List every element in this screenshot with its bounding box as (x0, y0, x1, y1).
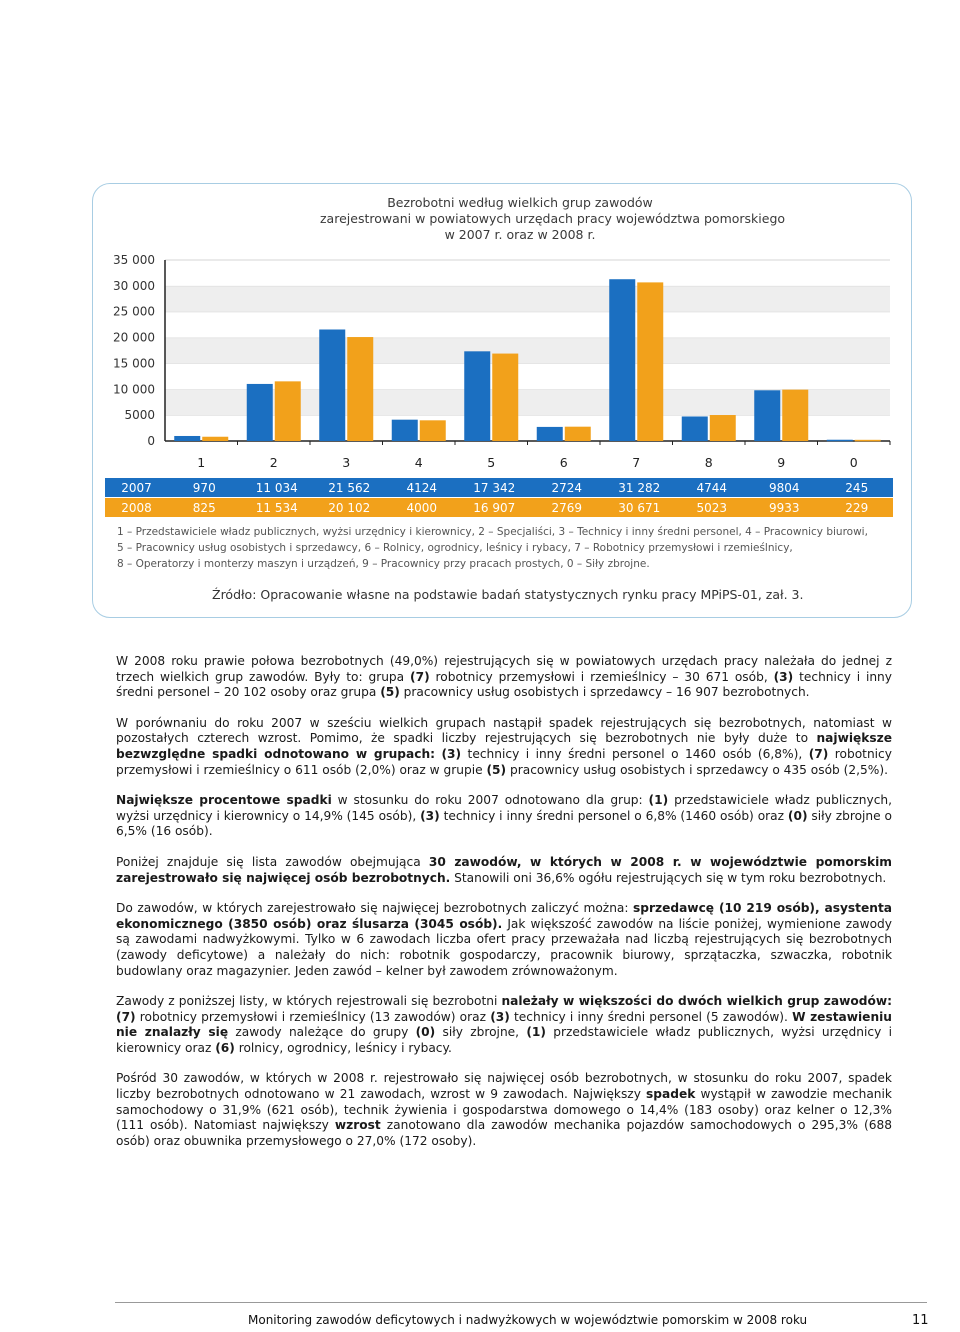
text-run: siły zbrojne o 6,5% (16 osób). (116, 808, 892, 839)
emphasis-text: (3) (773, 669, 794, 684)
grid-band (165, 389, 890, 415)
x-tick-label: 7 (632, 455, 641, 470)
x-tick-label: 5 (487, 455, 496, 470)
bar-2008-cat-8 (710, 415, 736, 441)
text-run: pracownicy usług osobistych i sprzedawcy – 16 907 bezrobotnych. (399, 685, 810, 700)
table-cell: 970 (192, 480, 216, 495)
table-cell: 4000 (386, 498, 459, 518)
text-run: robotnicy przemysłowi i rzemieślnicy o 611 osób (2,0%) oraz w grupie (116, 746, 892, 777)
text-run: W 2008 roku prawie połowa bezrobotnych (49,0%) rejestrujących się w powiatowych urzędach pracy należała do jednej z trzech wielkich grup zawodów. Były to: grupa (116, 654, 892, 684)
table-cell: 30 671 (603, 498, 676, 518)
bar-2007-cat-8 (682, 416, 708, 441)
bar-2008-cat-9 (782, 390, 808, 441)
text-run: zanotowano dla zawodów mechanika pojazdów samochodowych o 295,3% (688 osób) oraz obuwnika przemysłowego o 27,0% (172 osoby). (116, 1118, 892, 1148)
table-cell: 21 562 (328, 480, 371, 495)
text-run: w stosunku do roku 2007 odnotowano dla grup: (331, 793, 649, 808)
bar-2007-cat-6 (537, 427, 563, 441)
x-tick-label: 0 (849, 455, 858, 470)
x-tick-label: 2 (269, 455, 278, 470)
text-run: Poniżej znajduje się lista zawodów obejmująca (116, 854, 429, 869)
footer-title: Monitoring zawodów deficytowych i nadwyżkowych w województwie pomorskim w 2008 roku (248, 1313, 808, 1327)
x-tick-label: 1 (197, 455, 206, 470)
bar-2007-cat-2 (247, 384, 273, 441)
paragraph (116, 654, 892, 701)
bar-2007-cat-3 (319, 329, 345, 441)
grid-band (165, 363, 890, 389)
y-tick-label: 35 000 (113, 253, 155, 267)
text-run: Zawody z poniższej listy, w których rejestrowali się bezrobotni (116, 994, 502, 1009)
text-run: technicy i inny średni personel – 20 102 osoby oraz grupa (116, 669, 892, 700)
text-run: pracownicy usług osobistych i sprzedawcy o 435 osób (2,5%). (506, 762, 889, 777)
text-run: zawody należące do grupy (228, 1025, 416, 1040)
text-run: technicy i inny średni personel o 1460 osób (6,8%), (461, 746, 809, 761)
table-cell: 17 342 (473, 480, 516, 495)
x-tick-label: 4 (414, 455, 423, 470)
x-tick-label: 8 (704, 455, 713, 470)
emphasis-text: (7) (808, 746, 829, 761)
y-tick-label: 10 000 (113, 382, 155, 397)
emphasis-text: Największe procentowe spadki (116, 793, 332, 808)
emphasis-text: (0) (415, 1025, 436, 1040)
emphasis-text: 30 zawodów, w których w 2008 r. w województwie pomorskim zarejestrowało się najwięcej osób bezrobotnych. (116, 854, 892, 885)
grid-band (165, 312, 890, 338)
table-cell: 31 282 (618, 480, 661, 495)
legend-line: 1 – Przedstawiciele władz publicznych, wyżsi urzędnicy i kierownicy, 2 – Specjaliści, 3 – Technicy i inny średni personel, 4 – Pracownicy biurowi, (117, 526, 868, 538)
grid-band (165, 286, 890, 312)
y-tick-label: 20 000 (113, 330, 155, 345)
emphasis-text: należały w większości do dwóch wielkich grup zawodów: (501, 994, 892, 1009)
table-cell: 2724 (551, 480, 583, 495)
table-cell: 11 034 (255, 480, 298, 495)
emphasis-text: (7) (410, 669, 430, 684)
emphasis-text: (0) (787, 808, 808, 823)
y-tick-label: 15 000 (113, 356, 155, 371)
text-run: technicy i inny średni personel o 6,8% (1460 osób) oraz (439, 808, 788, 823)
emphasis-text: W zestawieniu nie znalazły się (116, 1009, 892, 1040)
text-run: rolnicy, ogrodnicy, leśnicy i rybacy. (234, 1040, 452, 1055)
emphasis-text: (1) (526, 1025, 546, 1040)
chart-title-line-2: zarejestrowani w powiatowych urzędach pracy województwa pomorskiego (320, 211, 786, 226)
legend-line: 5 – Pracownicy usług osobistych i sprzedawcy, 6 – Rolnicy, ogrodnicy, leśnicy i rybacy, 7 – Robotnicy przemysłowi i rzemieślnicy, (117, 542, 793, 554)
bar-2007-cat-4 (392, 420, 418, 441)
table-cell: 245 (845, 480, 869, 495)
paragraph (116, 994, 892, 1056)
page-number: 11 (912, 1313, 929, 1328)
paragraph (116, 793, 892, 840)
text-run: robotnicy przemysłowi i rzemieślnicy (13 zawodów) oraz (135, 1009, 491, 1024)
bar-2008-cat-5 (492, 354, 518, 441)
paragraph (116, 855, 892, 886)
y-tick-label: 5000 (124, 408, 155, 423)
bar-2007-cat-5 (464, 351, 490, 441)
x-tick-label: 3 (342, 455, 351, 470)
footer-divider (115, 1302, 927, 1303)
data-table (105, 478, 893, 517)
text-run: Pośród 30 zawodów, w których w 2008 r. rejestrowało się najwięcej osób bezrobotnych, w stosunku do roku 2007, spadek liczby bezrobotnych odnotowano w 21 zawodach, wzrost w 9 zawodach. Największy (116, 1071, 892, 1102)
emphasis-text: największe bezwzględne spadki odnotowano w grupach: (116, 731, 892, 761)
emphasis-text: (1) (648, 793, 669, 808)
chart-title-line-3: w 2007 r. oraz w 2008 r. (444, 227, 596, 242)
bar-2008-cat-3 (347, 337, 373, 441)
paragraph (116, 1071, 892, 1149)
text-run: przedstawiciele władz publicznych, wyżsi urzędnicy i kierownicy o 14,9% (145 osób), (116, 793, 892, 823)
bar-2008-cat-1 (202, 437, 228, 441)
table-cell: 4124 (406, 480, 438, 495)
bar-2007-cat-1 (174, 436, 200, 441)
bar-2008-cat-6 (565, 427, 591, 441)
grid-band (165, 338, 890, 364)
emphasis-text: spadek (646, 1087, 696, 1102)
x-tick-label: 6 (559, 455, 568, 470)
emphasis-text: (3) (441, 746, 462, 761)
y-tick-label: 25 000 (113, 304, 155, 319)
bar-2007-cat-0 (827, 440, 853, 442)
emphasis-text: (3) (490, 1009, 510, 1024)
emphasis-text: (7) (116, 1009, 136, 1024)
text-run: przedstawiciele władz publicznych, wyżsi urzędnicy i kierownicy oraz (116, 1025, 892, 1055)
text-run: robotnicy przemysłowi i rzemieślnicy – 30 671 osób, (429, 669, 774, 684)
body-text (116, 654, 892, 1164)
emphasis-text: (3) (420, 808, 440, 823)
source-note: Źródło: Opracowanie własne na podstawie badań statystycznych rynku pracy MPiPS-01, zał. 3. (212, 587, 804, 602)
bar-2007-cat-9 (754, 390, 780, 441)
emphasis-text: (5) (380, 685, 400, 700)
text-run: siły zbrojne, (435, 1025, 527, 1040)
text-run: Stanowili oni 36,6% ogółu rejestrujących się w tym roku bezrobotnych. (450, 870, 887, 885)
table-cell: 20 102 (313, 498, 386, 518)
row-label: 2008 (105, 498, 168, 518)
grid-band (165, 415, 890, 441)
table-row (105, 478, 893, 498)
text-run: Jak większość zawodów na liście poniżej, wymienione zawody są zawodami nadwyżkowymi. Tylko w 6 zawodach liczba ofert pracy przeważała nad liczbą rejestrujących się bezrobotnych (zawody deficytowe) a należały do nich: robotnik gospodarczy, pracownik biurowy, sprzątaczka, szwaczka, robotnik budowlany oraz magazynier. Jeden zawód – kelner był zawodem zrównoważonym. (116, 916, 892, 978)
text-run: Do zawodów, w których zarejestrowało się najwięcej bezrobotnych zaliczyć można: (116, 901, 634, 916)
table-cell: 229 (821, 498, 894, 518)
x-tick-label: 9 (777, 455, 786, 470)
category-legend (117, 524, 897, 572)
table-cell: 11 534 (241, 498, 314, 518)
bar-2008-cat-4 (420, 420, 446, 441)
y-tick-label: 30 000 (113, 278, 155, 293)
emphasis-text: (6) (215, 1040, 235, 1055)
legend-line: 8 – Operatorzy i monterzy maszyn i urządzeń, 9 – Pracownicy przy pracach prostych, 0 – Siły zbrojne. (117, 558, 650, 570)
grid-band (165, 260, 890, 286)
table-cell: 825 (168, 498, 241, 518)
table-cell: 9933 (748, 498, 821, 518)
table-cell: 2769 (531, 498, 604, 518)
row-label: 2007 (121, 480, 152, 495)
bar-2008-cat-0 (855, 440, 881, 442)
bar-2008-cat-7 (637, 282, 663, 441)
table-cell: 4744 (696, 480, 728, 495)
emphasis-text: (5) (486, 762, 507, 777)
text-run: W porównaniu do roku 2007 w sześciu wielkich grupach nastąpił spadek rejestrujących się bezrobotnych, natomiast w pozostałych czterech wzrost. Pomimo, że spadki liczby rejestrujących się bezrobotnych nie były duże to (116, 715, 892, 746)
emphasis-text: sprzedawcę (10 219 osób), asystenta ekonomicznego (3850 osób) oraz ślusarza (3045 osób). (116, 901, 892, 931)
bar-2008-cat-2 (275, 381, 301, 441)
text-run: wystąpił w zawodzie mechanik samochodowy o 31,9% (621 osób), technik żywienia i gospodarstwa domowego o 14,4% (183 osoby) oraz kelner o 12,3% (111 osób). Natomiast największy (116, 1087, 892, 1133)
bar-chart (0, 0, 960, 480)
bar-2007-cat-7 (609, 279, 635, 441)
emphasis-text: wzrost (334, 1118, 381, 1133)
text-run: technicy i inny średni personel (5 zawodów). (509, 1009, 793, 1024)
table-cell: 16 907 (458, 498, 531, 518)
chart-title-line-1: Bezrobotni według wielkich grup zawodów (387, 195, 653, 210)
y-tick-label: 0 (147, 434, 155, 448)
paragraph (116, 716, 892, 778)
table-row (105, 498, 893, 518)
table-cell: 5023 (676, 498, 749, 518)
paragraph (116, 901, 892, 979)
table-cell: 9804 (768, 480, 800, 495)
